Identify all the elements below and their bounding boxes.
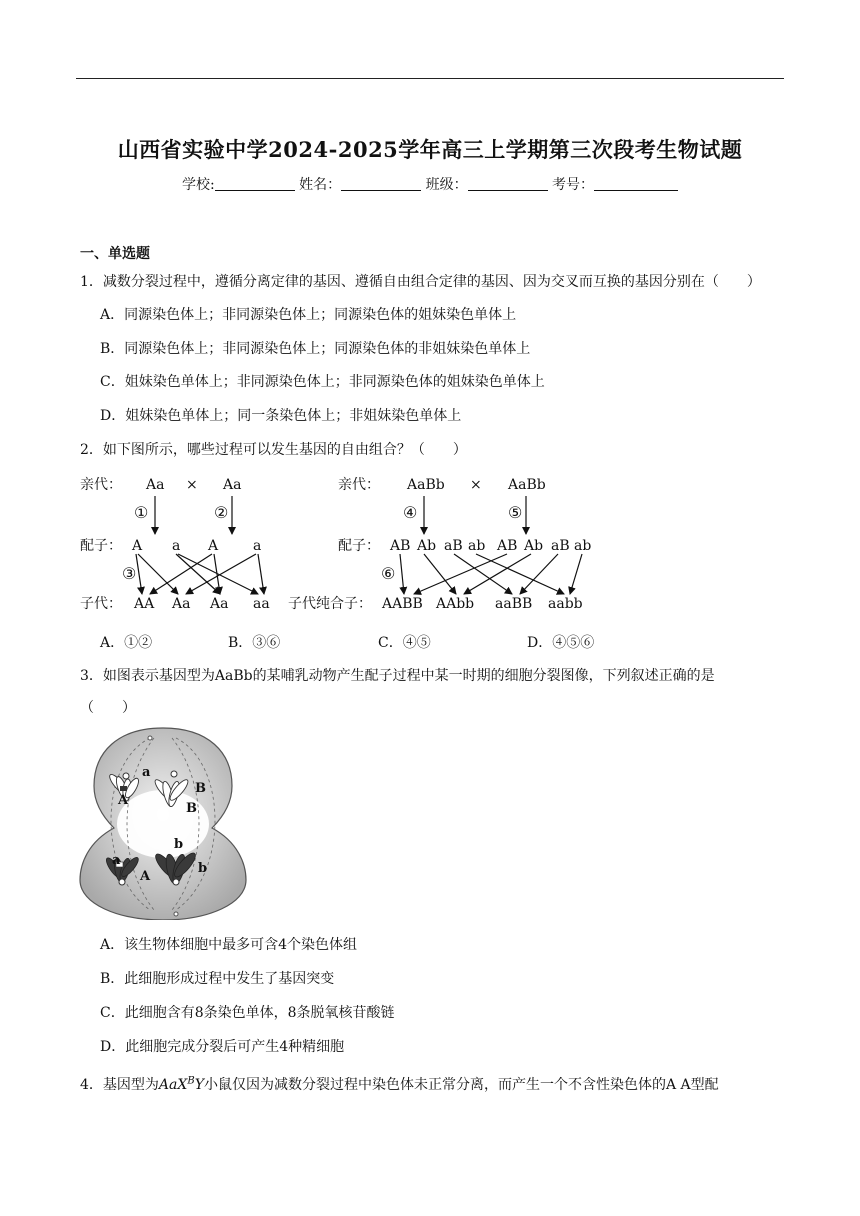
- fig2-right-gamete-label: 配子：: [338, 538, 380, 554]
- question-2-option-c: C．④⑤: [378, 635, 431, 651]
- fig2-right-offspring-label: 子代纯合子：: [288, 596, 372, 612]
- fig2-left-cross: ×: [186, 477, 198, 493]
- student-info-line: [0, 174, 860, 194]
- fig2-left-gamete-a2: a: [253, 538, 262, 554]
- question-2-option-b: B．③⑥: [228, 635, 281, 651]
- question-1-option-d: D．姐妹染色单体上；同一条染色体上；非姐妹染色单体上: [100, 408, 462, 424]
- fig2-right-gamete-Ab2: Ab: [524, 538, 544, 554]
- genotype-base: AaX: [158, 1077, 188, 1093]
- genotype-sup: B: [187, 1075, 195, 1087]
- fig2-left-gamete-label: 配子：: [80, 538, 122, 554]
- fig2-right-cross: ×: [470, 477, 482, 493]
- fig2-right-parent-label: 亲代：: [338, 477, 380, 493]
- class-blank[interactable]: [468, 177, 548, 191]
- fig2-left-parent-2: Aa: [223, 477, 242, 493]
- question-3-stem: 3．如图表示基因型为AaBb的某哺乳动物产生配子过程中某一时期的细胞分裂图像，下列叙述正确的是: [80, 668, 715, 684]
- fig2-left-parent-1: Aa: [146, 477, 165, 493]
- question-4-prefix: 4．基因型为: [80, 1077, 159, 1093]
- fig2-right-parent-2: AaBb: [508, 477, 546, 493]
- question-3-option-b: B．此细胞形成过程中发生了基因突变: [100, 971, 335, 987]
- question-2-option-a: A．①②: [100, 635, 153, 651]
- fig3-label-B-upper: B: [195, 781, 206, 796]
- question-3-option-c: C．此细胞含有8条染色单体，8条脱氧核苷酸链: [100, 1005, 395, 1021]
- question-1-option-c: C．姐妹染色单体上；非同源染色体上；非同源染色体的姐妹染色单体上: [100, 374, 545, 390]
- section-heading: 一、单选题: [80, 246, 150, 262]
- fig3-label-b-lower: b: [198, 861, 208, 876]
- figure-2-diagram: [70, 468, 610, 618]
- page-title: 山西省实验中学2024-2025学年高三上学期第三次段考生物试题: [117, 137, 743, 162]
- genotype-y: Y: [194, 1077, 204, 1093]
- fig2-right-gamete-aB2: aB: [551, 538, 570, 554]
- question-3-stem-blank: （ ）: [80, 700, 136, 716]
- fig2-step-3: ③: [122, 564, 137, 583]
- exam-no-label: 考号：: [552, 177, 595, 193]
- fig3-label-a-top: a: [142, 765, 151, 780]
- fig2-left-gamete-A1: A: [132, 538, 143, 554]
- fig2-right-gamete-aB1: aB: [444, 538, 463, 554]
- question-1-option-b: B．同源染色体上；非同源染色体上；同源染色体的非姐妹染色单体上: [100, 341, 531, 357]
- fig2-right-offspring-aaBB: aaBB: [495, 596, 533, 612]
- fig2-right-offspring-aabb: aabb: [548, 596, 583, 612]
- name-blank[interactable]: [341, 177, 421, 191]
- question-2-option-d: D．④⑤⑥: [527, 635, 595, 651]
- fig3-label-a-bottom: a: [112, 853, 121, 868]
- question-3-option-d: D．此细胞完成分裂后可产生4种精细胞: [100, 1039, 345, 1055]
- fig2-step-1: ①: [134, 503, 149, 522]
- fig2-right-gamete-Ab1: Ab: [417, 538, 437, 554]
- fig2-step-4: ④: [403, 503, 418, 522]
- fig2-left-parent-label: 亲代：: [80, 477, 122, 493]
- fig2-left-offspring-Aa1: Aa: [172, 596, 191, 612]
- question-3-option-a: A．该生物体细胞中最多可含4个染色体组: [100, 937, 358, 953]
- fig2-left-gamete-A2: A: [208, 538, 219, 554]
- fig2-right-gamete-ab1: ab: [468, 538, 486, 554]
- fig2-right-gamete-AB2: AB: [497, 538, 518, 554]
- fig3-label-A-top: A: [118, 793, 129, 808]
- question-4-suffix: 小鼠仅因为减数分裂过程中染色体未正常分离，而产生一个不含性染色体的A A型配: [203, 1077, 719, 1093]
- exam-no-blank[interactable]: [594, 177, 678, 191]
- header-rule: [76, 78, 784, 79]
- fig2-left-offspring-aa: aa: [253, 596, 270, 612]
- question-1-stem: 1．减数分裂过程中，遵循分离定律的基因、遵循自由组合定律的基因、因为交叉而互换的基因分别在（ ）: [80, 274, 761, 290]
- fig2-left-gamete-a1: a: [172, 538, 181, 554]
- fig2-step-6: ⑥: [381, 564, 396, 583]
- fig2-step-2: ②: [214, 503, 229, 522]
- fig2-right-offspring-AABB: AABB: [382, 596, 423, 612]
- fig3-label-B-lower: B: [186, 801, 197, 816]
- fig2-left-offspring-label: 子代：: [80, 596, 122, 612]
- question-2-stem: 2．如下图所示，哪些过程可以发生基因的自由组合？（ ）: [80, 442, 467, 458]
- fig2-right-parent-1: AaBb: [407, 477, 445, 493]
- question-4-stem: [80, 1074, 719, 1094]
- fig2-left-offspring-Aa2: Aa: [210, 596, 229, 612]
- fig2-right-offspring-AAbb: AAbb: [436, 596, 475, 612]
- question-4-genotype: [159, 1077, 204, 1093]
- school-label: 学校:: [181, 177, 215, 193]
- fig3-label-b-upper: b: [174, 837, 184, 852]
- fig3-label-A-bottom: A: [140, 869, 151, 884]
- fig2-step-5: ⑤: [508, 503, 523, 522]
- fig2-left-offspring-AA: AA: [134, 596, 155, 612]
- question-1-option-a: A．同源染色体上；非同源染色体上；同源染色体的姐妹染色单体上: [100, 307, 517, 323]
- fig2-right-gamete-ab2: ab: [574, 538, 592, 554]
- fig2-right-gamete-AB1: AB: [390, 538, 411, 554]
- school-blank[interactable]: [215, 177, 295, 191]
- name-label: 姓名：: [299, 177, 342, 193]
- class-label: 班级：: [425, 177, 468, 193]
- figure-3-cell-diagram: [78, 724, 248, 920]
